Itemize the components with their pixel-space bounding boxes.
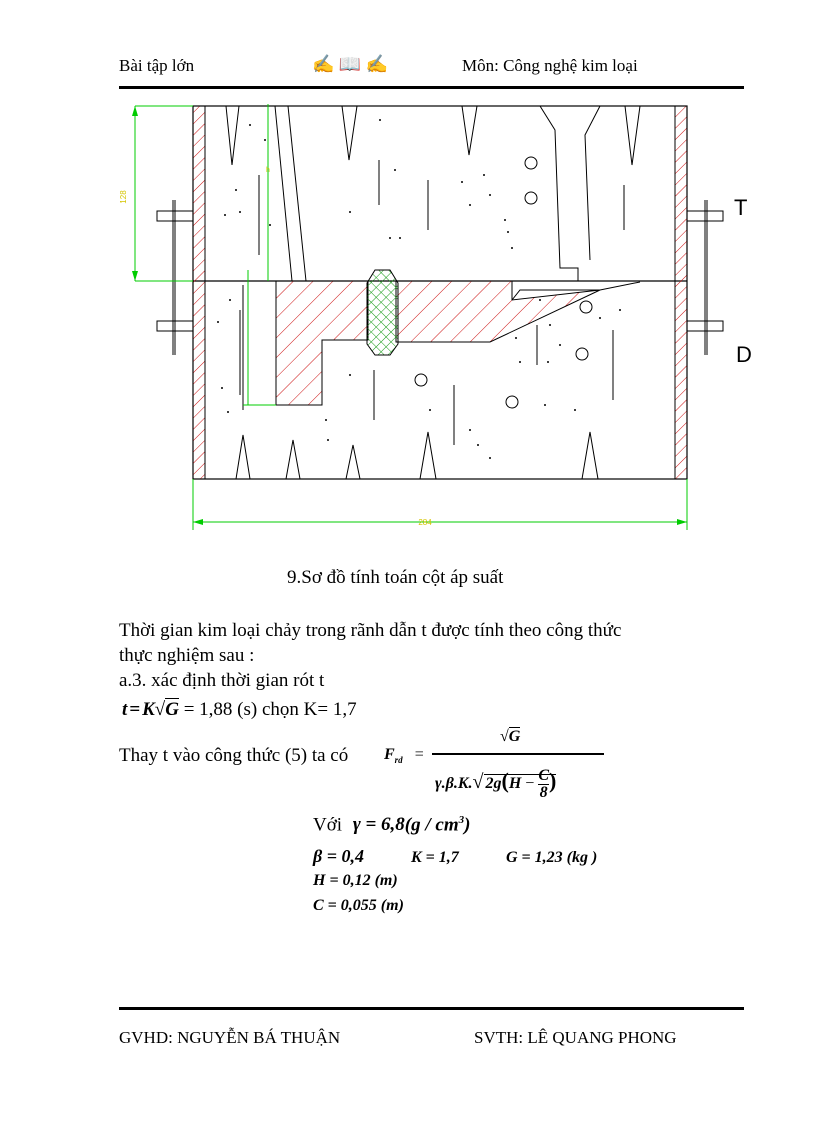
value-beta: β = 0,4 xyxy=(313,846,364,866)
top-vents xyxy=(226,106,640,165)
paragraph-line-1: Thời gian kim loại chảy trong rãnh dẫn t được tính theo công thức xyxy=(119,620,622,641)
sprue xyxy=(275,106,306,281)
formula-f-lhs: $F_{rd}$ = xyxy=(384,746,424,766)
left-wall xyxy=(193,106,205,479)
dim-height-label: 128 xyxy=(119,190,128,204)
casting-left xyxy=(276,281,368,405)
formula-t: t = K√G = 1,88 (s) chọn K= 1,7 xyxy=(122,699,357,720)
paragraph-line-2: thực nghiệm sau : xyxy=(119,645,255,666)
right-wall xyxy=(675,106,687,479)
riser-channel xyxy=(540,106,600,281)
footer-rule xyxy=(119,1007,744,1010)
value-g: G = 1,23 (kg ) xyxy=(506,849,598,866)
value-gamma: Với $\gamma = 6,8(g / cm^3)$ xyxy=(313,814,471,836)
dim-width-label: 284 xyxy=(418,518,432,527)
bottom-vents xyxy=(236,432,598,479)
label-top: T xyxy=(734,195,748,220)
dim-small-label: h xyxy=(266,167,270,174)
header-ornament-icon: ✍ 📖 ✍ xyxy=(312,54,389,74)
formula-f-numerator: √G xyxy=(500,728,521,745)
header-right: Môn: Công nghệ kim loại xyxy=(462,56,638,75)
footer-left: GVHD: NGUYỄN BÁ THUẬN xyxy=(119,1028,341,1047)
footer-right: SVTH: LÊ QUANG PHONG xyxy=(474,1028,677,1047)
t-symbol: t xyxy=(122,699,128,720)
value-k: K = 1,7 xyxy=(411,849,459,866)
fraction-bar xyxy=(432,753,604,755)
figure-caption: 9.Sơ đồ tính toán cột áp suất xyxy=(287,567,504,588)
mold-drawing xyxy=(0,0,816,560)
header-left: Bài tập lớn xyxy=(119,56,195,75)
riser xyxy=(367,270,398,355)
formula-f-intro: Thay t vào công thức (5) ta có xyxy=(119,745,349,766)
label-bottom: D xyxy=(736,342,752,367)
value-c: C = 0,055 (m) xyxy=(313,897,404,914)
formula-f-denominator: γ.β.K.√ 2g(H − $\frac{C}{8}$ ) xyxy=(435,767,557,801)
value-h: H = 0,12 (m) xyxy=(313,872,398,889)
t-result: = 1,88 (s) chọn K= 1,7 xyxy=(183,699,357,720)
section-heading: a.3. xác định thời gian rót t xyxy=(119,670,325,691)
